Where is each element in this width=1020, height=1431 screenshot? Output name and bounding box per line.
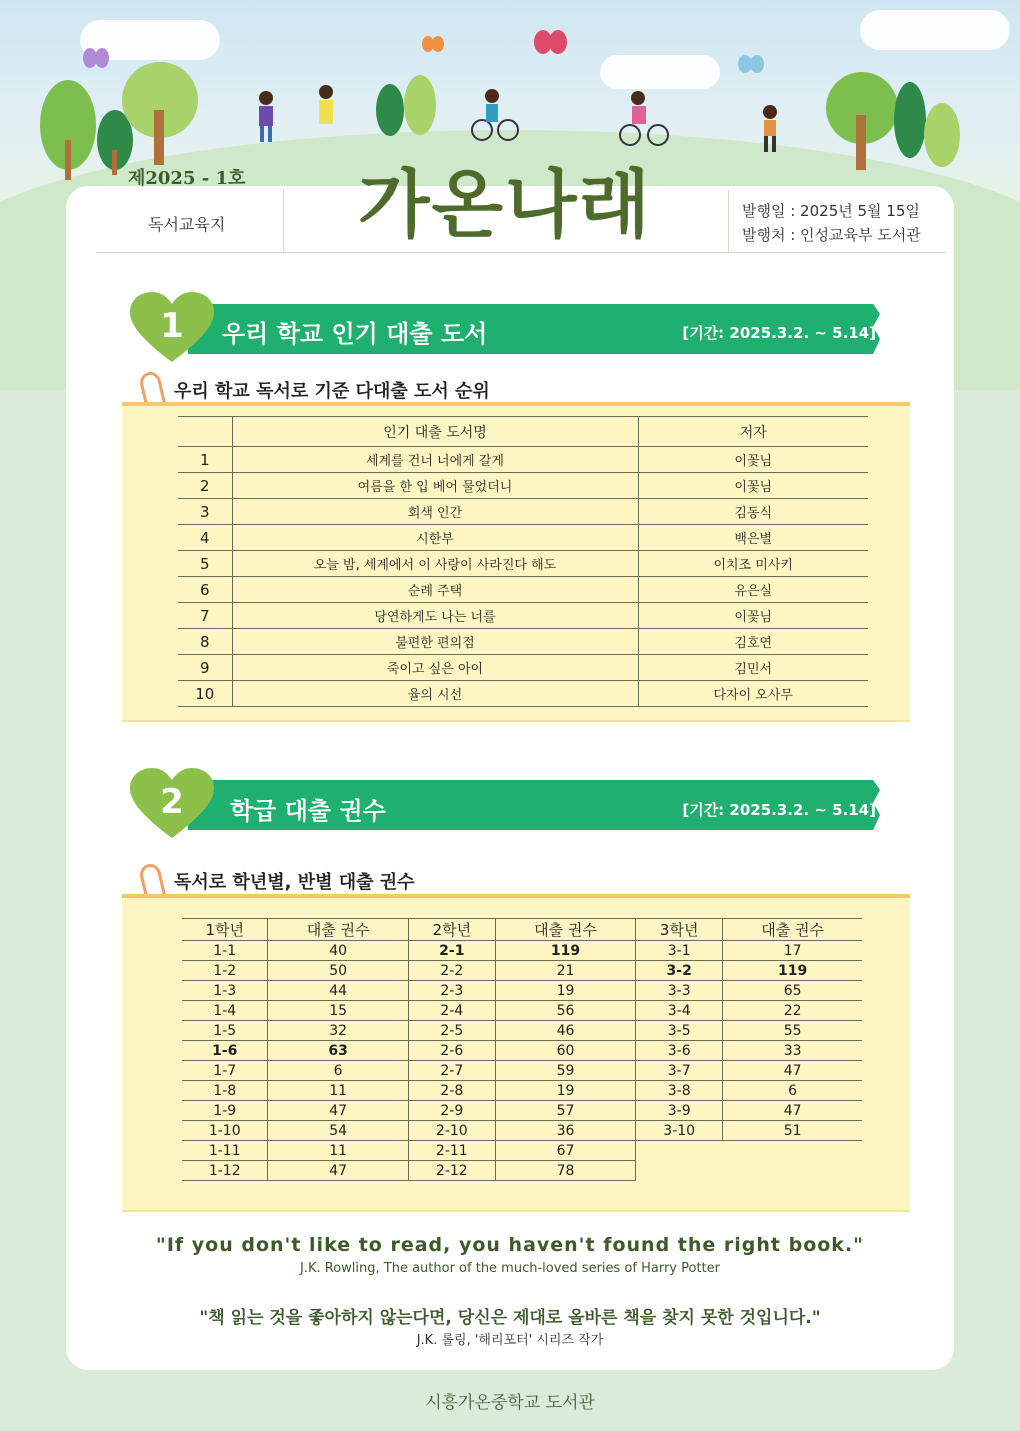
korean-quote-attribution: J.K. 롤링, '해리포터' 시리즈 작가 — [416, 1333, 604, 1348]
table-row — [182, 1101, 862, 1121]
class-cell: 3-3 — [636, 981, 723, 1001]
section-2-note — [122, 894, 910, 1210]
header-loans: 대출 권수 — [495, 919, 635, 941]
table-row — [182, 1081, 862, 1101]
loan-count-cell: 119 — [723, 961, 862, 981]
cyclist-icon — [620, 91, 668, 145]
loan-count-cell: 32 — [268, 1021, 408, 1041]
loan-count-cell: 19 — [495, 981, 635, 1001]
book-title-cell: 세계를 건너 너에게 갈게 — [232, 447, 638, 473]
table-row — [178, 499, 868, 525]
table-row — [182, 1001, 862, 1021]
header-loans: 대출 권수 — [268, 919, 408, 941]
author-cell: 김동식 — [638, 499, 868, 525]
popular-books-table — [178, 416, 868, 707]
book-title-cell: 여름을 한 입 베어 물었더니 — [232, 473, 638, 499]
table-row — [178, 655, 868, 681]
class-cell: 3-2 — [636, 961, 723, 981]
class-cell: 3-6 — [636, 1041, 723, 1061]
loan-count-cell: 51 — [723, 1121, 862, 1141]
loan-count-cell: 47 — [268, 1161, 408, 1181]
loan-count-cell: 33 — [723, 1041, 862, 1061]
section-2-title: 학급 대출 권수 — [230, 797, 386, 825]
journal-type: 독서교육지 — [148, 215, 226, 234]
class-cell: 2-11 — [408, 1141, 495, 1161]
section-1-number: 1 — [160, 306, 184, 346]
divider — [728, 190, 729, 252]
table-row — [178, 629, 868, 655]
loan-count-cell: 22 — [723, 1001, 862, 1021]
class-cell: 2-8 — [408, 1081, 495, 1101]
loan-count-cell: 21 — [495, 961, 635, 981]
class-cell: 1-10 — [182, 1121, 268, 1141]
footer-school-library: 시흥가온중학교 도서관 — [425, 1393, 595, 1413]
loan-count-cell: 6 — [268, 1061, 408, 1081]
author-cell: 김민서 — [638, 655, 868, 681]
table-row — [178, 447, 868, 473]
section-1-period: [기간: 2025.3.2. ~ 5.14] — [682, 324, 876, 342]
book-title-cell: 회색 인간 — [232, 499, 638, 525]
loan-count-cell: 40 — [268, 941, 408, 961]
section-2-number: 2 — [160, 782, 184, 822]
loan-count-cell: 46 — [495, 1021, 635, 1041]
loan-count-cell: 50 — [268, 961, 408, 981]
author-cell: 백은별 — [638, 525, 868, 551]
header-author: 저자 — [638, 417, 868, 447]
class-cell: 2-3 — [408, 981, 495, 1001]
rank-cell: 2 — [178, 473, 232, 499]
book-title-cell: 순례 주택 — [232, 577, 638, 603]
book-title-cell: 시한부 — [232, 525, 638, 551]
table-row — [182, 1161, 862, 1181]
class-cell: 1-4 — [182, 1001, 268, 1021]
section-1-title: 우리 학교 인기 대출 도서 — [222, 320, 488, 348]
header-book: 인기 대출 도서명 — [232, 417, 638, 447]
tree-icon — [122, 62, 198, 165]
loan-count-cell — [723, 1141, 862, 1161]
tree-icon — [826, 72, 898, 170]
class-cell: 2-4 — [408, 1001, 495, 1021]
loan-count-cell: 60 — [495, 1041, 635, 1061]
book-title-cell: 오늘 밤, 세계에서 이 사랑이 사라진다 해도 — [232, 551, 638, 577]
class-loans-table — [182, 918, 862, 1181]
header-grade-1: 1학년 — [182, 919, 268, 941]
loan-count-cell: 57 — [495, 1101, 635, 1121]
class-cell: 3-10 — [636, 1121, 723, 1141]
loan-count-cell: 65 — [723, 981, 862, 1001]
person-icon — [259, 91, 273, 142]
butterfly-icon — [738, 55, 764, 73]
class-cell: 2-5 — [408, 1021, 495, 1041]
book-title-cell: 율의 시선 — [232, 681, 638, 707]
newsletter-title: 가온나래 — [358, 162, 652, 248]
class-cell: 3-7 — [636, 1061, 723, 1081]
loan-count-cell: 11 — [268, 1081, 408, 1101]
loan-count-cell: 44 — [268, 981, 408, 1001]
loan-count-cell: 63 — [268, 1041, 408, 1061]
class-cell: 1-9 — [182, 1101, 268, 1121]
class-cell: 1-11 — [182, 1141, 268, 1161]
loan-count-cell: 119 — [495, 941, 635, 961]
loan-count-cell: 36 — [495, 1121, 635, 1141]
book-title-cell: 당연하게도 나는 너를 — [232, 603, 638, 629]
divider — [283, 190, 284, 252]
loan-count-cell: 47 — [723, 1061, 862, 1081]
class-cell: 1-12 — [182, 1161, 268, 1181]
table-row — [178, 551, 868, 577]
class-cell: 2-10 — [408, 1121, 495, 1141]
class-cell: 3-8 — [636, 1081, 723, 1101]
loan-count-cell: 78 — [495, 1161, 635, 1181]
table-row — [182, 961, 862, 981]
butterfly-icon — [422, 36, 444, 52]
section-1-note — [122, 402, 910, 720]
header-grade-3: 3학년 — [636, 919, 723, 941]
table-row — [178, 603, 868, 629]
english-quote-attribution: J.K. Rowling, The author of the much-loved series of Harry Potter — [300, 1261, 720, 1276]
header-rule — [96, 252, 946, 253]
author-cell: 이꽃님 — [638, 473, 868, 499]
class-cell: 2-6 — [408, 1041, 495, 1061]
butterfly-icon — [83, 48, 109, 68]
rank-cell: 5 — [178, 551, 232, 577]
table-row — [178, 681, 868, 707]
author-cell: 이꽃님 — [638, 603, 868, 629]
class-cell: 2-2 — [408, 961, 495, 981]
table-row — [182, 1041, 862, 1061]
book-title-cell: 죽이고 싶은 아이 — [232, 655, 638, 681]
section-1-subheading: 우리 학교 독서로 기준 다대출 도서 순위 — [174, 381, 490, 402]
author-cell: 김호연 — [638, 629, 868, 655]
tree-icon — [924, 103, 960, 167]
loan-count-cell: 67 — [495, 1141, 635, 1161]
person-icon — [763, 105, 777, 152]
loan-count-cell: 17 — [723, 941, 862, 961]
loan-count-cell: 55 — [723, 1021, 862, 1041]
author-cell: 이치조 미사키 — [638, 551, 868, 577]
class-cell: 1-8 — [182, 1081, 268, 1101]
class-cell: 1-5 — [182, 1021, 268, 1041]
class-cell: 2-9 — [408, 1101, 495, 1121]
class-cell: 1-2 — [182, 961, 268, 981]
class-cell: 3-4 — [636, 1001, 723, 1021]
rank-cell: 10 — [178, 681, 232, 707]
table-row — [182, 1061, 862, 1081]
rank-cell: 9 — [178, 655, 232, 681]
table-row — [178, 577, 868, 603]
class-cell — [636, 1141, 723, 1161]
header-loans: 대출 권수 — [723, 919, 862, 941]
header-grade-2: 2학년 — [408, 919, 495, 941]
loan-count-cell: 6 — [723, 1081, 862, 1101]
table-row — [178, 473, 868, 499]
rank-cell: 6 — [178, 577, 232, 603]
publisher: 발행처 : 인성교육부 도서관 — [742, 226, 921, 244]
loan-count-cell: 11 — [268, 1141, 408, 1161]
class-cell: 2-12 — [408, 1161, 495, 1181]
class-cell — [636, 1161, 723, 1181]
table-row — [182, 1141, 862, 1161]
tree-icon — [376, 75, 436, 136]
book-title-cell: 불편한 편의점 — [232, 629, 638, 655]
butterfly-icon — [534, 30, 567, 54]
loan-count-cell: 47 — [268, 1101, 408, 1121]
class-cell: 1-1 — [182, 941, 268, 961]
issue-number: 제2025 - 1호 — [128, 168, 246, 189]
section-2-subheading: 독서로 학년별, 반별 대출 권수 — [174, 872, 415, 893]
tree-icon — [894, 82, 926, 158]
rank-cell: 8 — [178, 629, 232, 655]
loan-count-cell: 47 — [723, 1101, 862, 1121]
table-row — [182, 1021, 862, 1041]
table-row — [182, 1121, 862, 1141]
class-cell: 2-7 — [408, 1061, 495, 1081]
rank-cell: 7 — [178, 603, 232, 629]
loan-count-cell: 15 — [268, 1001, 408, 1021]
class-cell: 2-1 — [408, 941, 495, 961]
tree-icon — [40, 80, 96, 180]
class-cell: 1-6 — [182, 1041, 268, 1061]
table-row — [182, 981, 862, 1001]
loan-count-cell — [723, 1161, 862, 1181]
class-cell: 3-9 — [636, 1101, 723, 1121]
cyclist-icon — [472, 89, 518, 140]
section-2-period: [기간: 2025.3.2. ~ 5.14] — [682, 801, 876, 819]
rank-cell: 3 — [178, 499, 232, 525]
rank-cell: 4 — [178, 525, 232, 551]
loan-count-cell: 54 — [268, 1121, 408, 1141]
class-cell: 3-5 — [636, 1021, 723, 1041]
author-cell: 이꽃님 — [638, 447, 868, 473]
loan-count-cell: 19 — [495, 1081, 635, 1101]
loan-count-cell: 56 — [495, 1001, 635, 1021]
class-cell: 1-3 — [182, 981, 268, 1001]
class-cell: 3-1 — [636, 941, 723, 961]
loan-count-cell: 59 — [495, 1061, 635, 1081]
table-row — [182, 941, 862, 961]
author-cell: 유은실 — [638, 577, 868, 603]
class-cell: 1-7 — [182, 1061, 268, 1081]
table-row — [178, 525, 868, 551]
person-icon — [319, 85, 333, 124]
publish-date: 발행일 : 2025년 5월 15일 — [742, 202, 920, 220]
rank-cell: 1 — [178, 447, 232, 473]
korean-quote: "책 읽는 것을 좋아하지 않는다면, 당신은 제대로 올바른 책을 찾지 못한 것입니다." — [199, 1308, 821, 1328]
header-rank — [178, 417, 232, 447]
english-quote: "If you don't like to read, you haven't found the right book." — [155, 1234, 865, 1256]
author-cell: 다자이 오사무 — [638, 681, 868, 707]
